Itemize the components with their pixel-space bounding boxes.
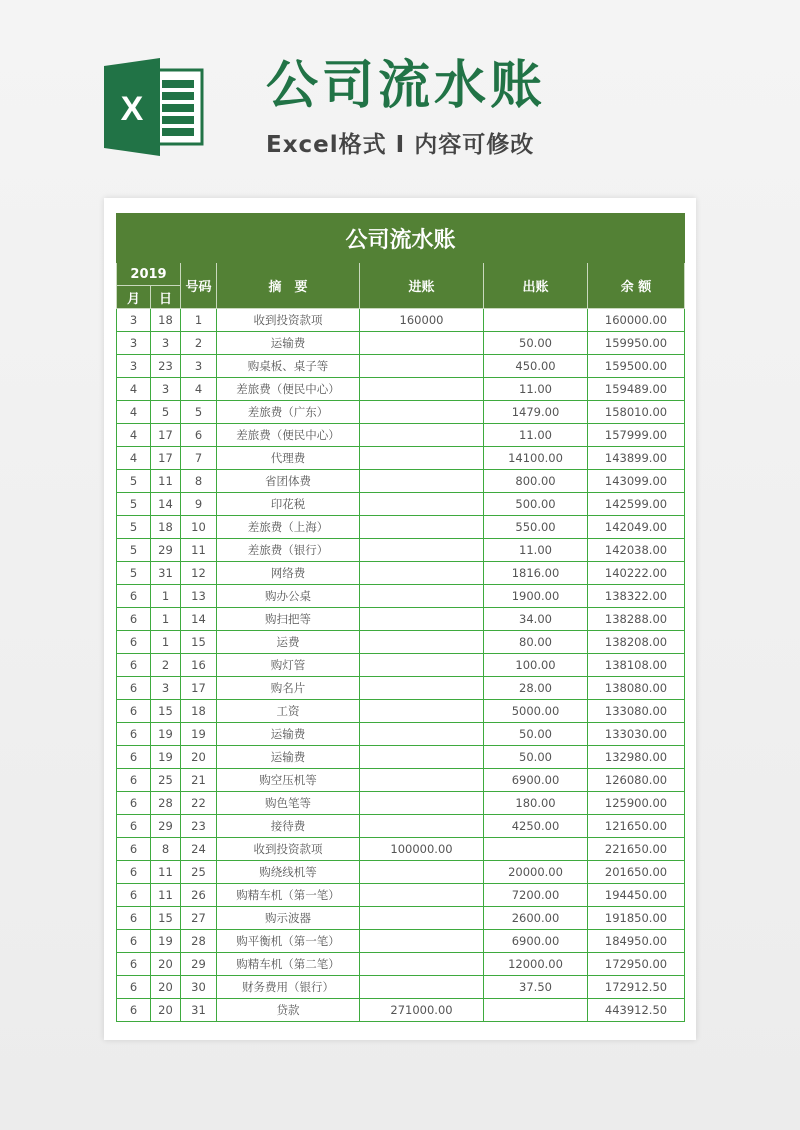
no-cell[interactable]: 1 <box>181 309 217 332</box>
no-cell[interactable]: 9 <box>181 493 217 516</box>
expense-cell[interactable] <box>484 838 588 861</box>
income-cell[interactable] <box>360 539 484 562</box>
income-cell[interactable] <box>360 470 484 493</box>
table-row <box>117 516 685 539</box>
table-row <box>117 792 685 815</box>
expense-cell[interactable]: 550.00 <box>484 516 588 539</box>
summary-cell[interactable]: 收到投资款项 <box>217 838 360 861</box>
expense-cell[interactable]: 7200.00 <box>484 884 588 907</box>
summary-cell[interactable]: 网络费 <box>217 562 360 585</box>
table-row <box>117 976 685 999</box>
expense-cell[interactable]: 50.00 <box>484 723 588 746</box>
income-cell[interactable] <box>360 516 484 539</box>
income-cell[interactable] <box>360 953 484 976</box>
summary-cell[interactable]: 运输费 <box>217 746 360 769</box>
table-row <box>117 355 685 378</box>
expense-cell[interactable]: 500.00 <box>484 493 588 516</box>
expense-cell[interactable]: 80.00 <box>484 631 588 654</box>
summary-cell[interactable]: 购扫把等 <box>217 608 360 631</box>
balance-cell[interactable]: 142599.00 <box>588 493 685 516</box>
table-row <box>117 401 685 424</box>
month-cell[interactable]: 6 <box>117 976 151 999</box>
no-cell[interactable]: 26 <box>181 884 217 907</box>
day-cell[interactable]: 3 <box>151 378 181 401</box>
expense-cell[interactable] <box>484 999 588 1022</box>
expense-cell[interactable]: 6900.00 <box>484 769 588 792</box>
month-cell[interactable]: 4 <box>117 424 151 447</box>
summary-cell[interactable]: 印花税 <box>217 493 360 516</box>
expense-cell[interactable]: 1479.00 <box>484 401 588 424</box>
income-cell[interactable] <box>360 654 484 677</box>
income-cell[interactable] <box>360 493 484 516</box>
expense-cell[interactable]: 28.00 <box>484 677 588 700</box>
balance-cell[interactable]: 184950.00 <box>588 930 685 953</box>
day-cell[interactable]: 3 <box>151 677 181 700</box>
month-cell[interactable]: 6 <box>117 700 151 723</box>
expense-cell[interactable]: 450.00 <box>484 355 588 378</box>
expense-cell[interactable]: 11.00 <box>484 378 588 401</box>
no-cell[interactable]: 17 <box>181 677 217 700</box>
day-cell[interactable]: 29 <box>151 815 181 838</box>
balance-cell[interactable]: 191850.00 <box>588 907 685 930</box>
expense-cell[interactable]: 34.00 <box>484 608 588 631</box>
expense-cell[interactable]: 11.00 <box>484 424 588 447</box>
summary-cell[interactable]: 购办公桌 <box>217 585 360 608</box>
no-cell[interactable]: 30 <box>181 976 217 999</box>
summary-cell[interactable]: 收到投资款项 <box>217 309 360 332</box>
day-cell[interactable]: 1 <box>151 585 181 608</box>
no-cell[interactable]: 22 <box>181 792 217 815</box>
no-cell[interactable]: 6 <box>181 424 217 447</box>
income-cell[interactable]: 160000 <box>360 309 484 332</box>
no-cell[interactable]: 12 <box>181 562 217 585</box>
balance-cell[interactable]: 157999.00 <box>588 424 685 447</box>
expense-cell[interactable]: 5000.00 <box>484 700 588 723</box>
income-cell[interactable] <box>360 401 484 424</box>
no-cell[interactable]: 13 <box>181 585 217 608</box>
balance-cell[interactable]: 201650.00 <box>588 861 685 884</box>
balance-cell[interactable]: 138322.00 <box>588 585 685 608</box>
day-cell[interactable]: 17 <box>151 447 181 470</box>
no-cell[interactable]: 16 <box>181 654 217 677</box>
month-cell[interactable]: 6 <box>117 631 151 654</box>
summary-cell[interactable]: 代理费 <box>217 447 360 470</box>
no-cell[interactable]: 20 <box>181 746 217 769</box>
balance-cell[interactable]: 138108.00 <box>588 654 685 677</box>
no-cell[interactable]: 19 <box>181 723 217 746</box>
month-header: 月 <box>117 286 151 309</box>
income-header: 进账 <box>360 263 484 309</box>
month-cell[interactable]: 3 <box>117 332 151 355</box>
month-cell[interactable]: 6 <box>117 953 151 976</box>
expense-cell[interactable]: 800.00 <box>484 470 588 493</box>
day-cell[interactable]: 18 <box>151 309 181 332</box>
balance-cell[interactable]: 159950.00 <box>588 332 685 355</box>
page-title: 公司流水账 <box>266 56 547 116</box>
summary-cell[interactable]: 运费 <box>217 631 360 654</box>
income-cell[interactable] <box>360 746 484 769</box>
month-cell[interactable]: 6 <box>117 999 151 1022</box>
day-cell[interactable]: 18 <box>151 516 181 539</box>
income-cell[interactable] <box>360 884 484 907</box>
expense-cell[interactable] <box>484 309 588 332</box>
summary-header: 摘 要 <box>217 263 360 309</box>
day-cell[interactable]: 11 <box>151 884 181 907</box>
month-cell[interactable]: 6 <box>117 746 151 769</box>
balance-cell[interactable]: 138288.00 <box>588 608 685 631</box>
table-row <box>117 700 685 723</box>
no-header: 号码 <box>181 263 217 309</box>
day-cell[interactable]: 1 <box>151 608 181 631</box>
income-cell[interactable] <box>360 677 484 700</box>
expense-cell[interactable]: 1816.00 <box>484 562 588 585</box>
summary-cell[interactable]: 省团体费 <box>217 470 360 493</box>
day-cell[interactable]: 14 <box>151 493 181 516</box>
day-cell[interactable]: 19 <box>151 723 181 746</box>
expense-cell[interactable]: 2600.00 <box>484 907 588 930</box>
day-cell[interactable]: 19 <box>151 930 181 953</box>
balance-cell[interactable]: 194450.00 <box>588 884 685 907</box>
table-row <box>117 631 685 654</box>
balance-cell[interactable]: 443912.50 <box>588 999 685 1022</box>
table-row <box>117 447 685 470</box>
day-cell[interactable]: 29 <box>151 539 181 562</box>
income-cell[interactable] <box>360 815 484 838</box>
month-cell[interactable]: 6 <box>117 585 151 608</box>
no-cell[interactable]: 28 <box>181 930 217 953</box>
no-cell[interactable]: 27 <box>181 907 217 930</box>
income-cell[interactable] <box>360 769 484 792</box>
summary-cell[interactable]: 差旅费（便民中心） <box>217 424 360 447</box>
income-cell[interactable] <box>360 723 484 746</box>
table-row <box>117 953 685 976</box>
income-cell[interactable] <box>360 608 484 631</box>
day-cell[interactable]: 8 <box>151 838 181 861</box>
summary-cell[interactable]: 购色笔等 <box>217 792 360 815</box>
balance-cell[interactable]: 158010.00 <box>588 401 685 424</box>
table-row <box>117 424 685 447</box>
balance-cell[interactable]: 160000.00 <box>588 309 685 332</box>
income-cell[interactable] <box>360 447 484 470</box>
summary-cell[interactable]: 财务费用（银行） <box>217 976 360 999</box>
no-cell[interactable]: 10 <box>181 516 217 539</box>
income-cell[interactable]: 271000.00 <box>360 999 484 1022</box>
summary-cell[interactable]: 差旅费（上海） <box>217 516 360 539</box>
day-cell[interactable]: 20 <box>151 953 181 976</box>
summary-cell[interactable]: 差旅费（广东） <box>217 401 360 424</box>
day-cell[interactable]: 3 <box>151 332 181 355</box>
balance-cell[interactable]: 159489.00 <box>588 378 685 401</box>
table-row <box>117 815 685 838</box>
expense-cell[interactable]: 50.00 <box>484 746 588 769</box>
month-cell[interactable]: 6 <box>117 654 151 677</box>
summary-cell[interactable]: 购绕线机等 <box>217 861 360 884</box>
income-cell[interactable] <box>360 631 484 654</box>
no-cell[interactable]: 8 <box>181 470 217 493</box>
month-cell[interactable]: 6 <box>117 838 151 861</box>
month-cell[interactable]: 4 <box>117 401 151 424</box>
income-cell[interactable] <box>360 700 484 723</box>
summary-cell[interactable]: 购平衡机（第一笔） <box>217 930 360 953</box>
balance-cell[interactable]: 121650.00 <box>588 815 685 838</box>
month-cell[interactable]: 6 <box>117 677 151 700</box>
balance-cell[interactable]: 132980.00 <box>588 746 685 769</box>
income-cell[interactable] <box>360 355 484 378</box>
day-cell[interactable]: 28 <box>151 792 181 815</box>
balance-cell[interactable]: 159500.00 <box>588 355 685 378</box>
no-cell[interactable]: 31 <box>181 999 217 1022</box>
expense-cell[interactable]: 6900.00 <box>484 930 588 953</box>
no-cell[interactable]: 4 <box>181 378 217 401</box>
income-cell[interactable] <box>360 562 484 585</box>
day-header: 日 <box>151 286 181 309</box>
month-cell[interactable]: 6 <box>117 861 151 884</box>
day-cell[interactable]: 15 <box>151 907 181 930</box>
balance-cell[interactable]: 125900.00 <box>588 792 685 815</box>
logo-letter: X <box>120 90 144 128</box>
day-cell[interactable]: 11 <box>151 470 181 493</box>
expense-cell[interactable]: 14100.00 <box>484 447 588 470</box>
balance-cell[interactable]: 133030.00 <box>588 723 685 746</box>
no-cell[interactable]: 14 <box>181 608 217 631</box>
no-cell[interactable]: 11 <box>181 539 217 562</box>
no-cell[interactable]: 23 <box>181 815 217 838</box>
balance-cell[interactable]: 142038.00 <box>588 539 685 562</box>
balance-header: 余 额 <box>588 263 685 309</box>
balance-cell[interactable]: 126080.00 <box>588 769 685 792</box>
income-cell[interactable] <box>360 976 484 999</box>
month-cell[interactable]: 6 <box>117 884 151 907</box>
month-cell[interactable]: 6 <box>117 723 151 746</box>
income-cell[interactable]: 100000.00 <box>360 838 484 861</box>
month-cell[interactable]: 5 <box>117 470 151 493</box>
no-cell[interactable]: 3 <box>181 355 217 378</box>
no-cell[interactable]: 29 <box>181 953 217 976</box>
income-cell[interactable] <box>360 930 484 953</box>
table-row <box>117 769 685 792</box>
month-cell[interactable]: 6 <box>117 608 151 631</box>
day-cell[interactable]: 5 <box>151 401 181 424</box>
day-cell[interactable]: 25 <box>151 769 181 792</box>
expense-cell[interactable]: 37.50 <box>484 976 588 999</box>
month-cell[interactable]: 4 <box>117 378 151 401</box>
summary-cell[interactable]: 购名片 <box>217 677 360 700</box>
income-cell[interactable] <box>360 424 484 447</box>
summary-cell[interactable]: 运输费 <box>217 332 360 355</box>
no-cell[interactable]: 24 <box>181 838 217 861</box>
table-row <box>117 332 685 355</box>
month-cell[interactable]: 5 <box>117 539 151 562</box>
no-cell[interactable]: 15 <box>181 631 217 654</box>
summary-cell[interactable]: 接待费 <box>217 815 360 838</box>
summary-cell[interactable]: 贷款 <box>217 999 360 1022</box>
day-cell[interactable]: 20 <box>151 999 181 1022</box>
income-cell[interactable] <box>360 585 484 608</box>
table-row <box>117 838 685 861</box>
income-cell[interactable] <box>360 907 484 930</box>
summary-cell[interactable]: 工资 <box>217 700 360 723</box>
balance-cell[interactable]: 142049.00 <box>588 516 685 539</box>
day-cell[interactable]: 2 <box>151 654 181 677</box>
table-row <box>117 470 685 493</box>
month-cell[interactable]: 6 <box>117 769 151 792</box>
day-cell[interactable]: 1 <box>151 631 181 654</box>
month-cell[interactable]: 3 <box>117 355 151 378</box>
summary-cell[interactable]: 购灯管 <box>217 654 360 677</box>
month-cell[interactable]: 6 <box>117 930 151 953</box>
income-cell[interactable] <box>360 378 484 401</box>
table-row <box>117 493 685 516</box>
ledger-table <box>116 213 685 1022</box>
table-row <box>117 654 685 677</box>
income-cell[interactable] <box>360 792 484 815</box>
day-cell[interactable]: 31 <box>151 562 181 585</box>
summary-cell[interactable]: 差旅费（银行） <box>217 539 360 562</box>
table-row <box>117 562 685 585</box>
excel-logo-icon <box>104 58 204 156</box>
table-row <box>117 677 685 700</box>
table-row <box>117 999 685 1022</box>
day-cell[interactable]: 19 <box>151 746 181 769</box>
income-cell[interactable] <box>360 332 484 355</box>
no-cell[interactable]: 25 <box>181 861 217 884</box>
table-row <box>117 930 685 953</box>
table-row <box>117 309 685 332</box>
balance-cell[interactable]: 138080.00 <box>588 677 685 700</box>
no-cell[interactable]: 18 <box>181 700 217 723</box>
table-row <box>117 746 685 769</box>
summary-cell[interactable]: 购精车机（第二笔） <box>217 953 360 976</box>
no-cell[interactable]: 5 <box>181 401 217 424</box>
no-cell[interactable]: 21 <box>181 769 217 792</box>
no-cell[interactable]: 7 <box>181 447 217 470</box>
expense-header: 出账 <box>484 263 588 309</box>
expense-cell[interactable]: 12000.00 <box>484 953 588 976</box>
table-row <box>117 723 685 746</box>
year-header: 2019 <box>117 263 181 286</box>
month-cell[interactable]: 3 <box>117 309 151 332</box>
day-cell[interactable]: 20 <box>151 976 181 999</box>
balance-cell[interactable]: 143099.00 <box>588 470 685 493</box>
balance-cell[interactable]: 221650.00 <box>588 838 685 861</box>
table-row <box>117 861 685 884</box>
balance-cell[interactable]: 133080.00 <box>588 700 685 723</box>
no-cell[interactable]: 2 <box>181 332 217 355</box>
balance-cell[interactable]: 172912.50 <box>588 976 685 999</box>
balance-cell[interactable]: 172950.00 <box>588 953 685 976</box>
month-cell[interactable]: 6 <box>117 907 151 930</box>
expense-cell[interactable]: 180.00 <box>484 792 588 815</box>
expense-cell[interactable]: 1900.00 <box>484 585 588 608</box>
summary-cell[interactable]: 购空压机等 <box>217 769 360 792</box>
month-cell[interactable]: 5 <box>117 516 151 539</box>
balance-cell[interactable]: 138208.00 <box>588 631 685 654</box>
table-row <box>117 884 685 907</box>
balance-cell[interactable]: 140222.00 <box>588 562 685 585</box>
day-cell[interactable]: 11 <box>151 861 181 884</box>
month-cell[interactable]: 6 <box>117 815 151 838</box>
month-cell[interactable]: 5 <box>117 493 151 516</box>
table-row <box>117 585 685 608</box>
expense-cell[interactable]: 4250.00 <box>484 815 588 838</box>
sheet-title: 公司流水账 <box>117 214 685 263</box>
table-row <box>117 907 685 930</box>
expense-cell[interactable]: 11.00 <box>484 539 588 562</box>
summary-cell[interactable]: 购桌板、桌子等 <box>217 355 360 378</box>
page-subtitle: Excel格式 I 内容可修改 <box>266 132 535 158</box>
month-cell[interactable]: 6 <box>117 792 151 815</box>
summary-cell[interactable]: 购示波器 <box>217 907 360 930</box>
month-cell[interactable]: 5 <box>117 562 151 585</box>
table-row <box>117 539 685 562</box>
expense-cell[interactable]: 100.00 <box>484 654 588 677</box>
expense-cell[interactable]: 20000.00 <box>484 861 588 884</box>
summary-cell[interactable]: 差旅费（便民中心） <box>217 378 360 401</box>
day-cell[interactable]: 23 <box>151 355 181 378</box>
table-row <box>117 378 685 401</box>
day-cell[interactable]: 17 <box>151 424 181 447</box>
balance-cell[interactable]: 143899.00 <box>588 447 685 470</box>
day-cell[interactable]: 15 <box>151 700 181 723</box>
table-row <box>117 608 685 631</box>
expense-cell[interactable]: 50.00 <box>484 332 588 355</box>
income-cell[interactable] <box>360 861 484 884</box>
summary-cell[interactable]: 购精车机（第一笔） <box>217 884 360 907</box>
month-cell[interactable]: 4 <box>117 447 151 470</box>
summary-cell[interactable]: 运输费 <box>217 723 360 746</box>
